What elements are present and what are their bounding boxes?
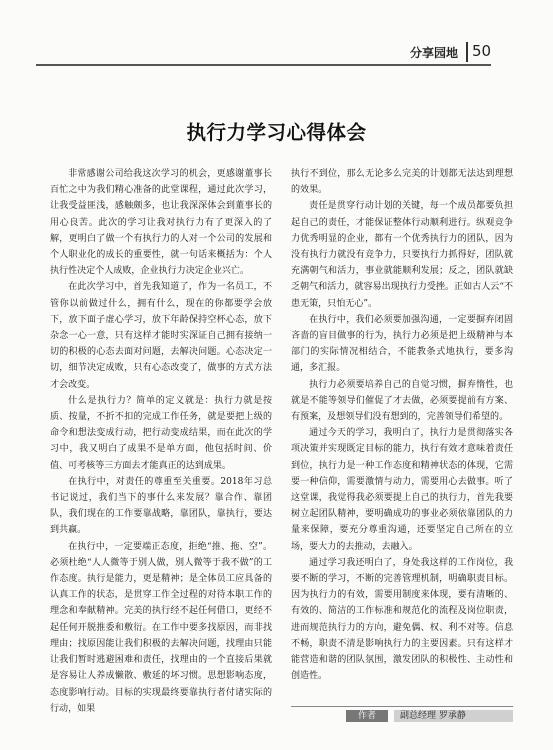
header-rule — [36, 64, 491, 66]
paragraph-continued: 执行不到位，那么无论多么完美的计划都无法达到理想的效果。 — [291, 169, 513, 196]
paragraph: 责任是贯穿行动计划的关键，每一个成员都要负担起自己的责任，才能保证整体行动顺利进行。纵观竞争力优秀明显的企业，都有一个优秀执行力的团队，因为没有执行力就没有竞争力，只要执行力抓得好，团队就充满朝气和活力，事业就能顺利发展；反之，团队就缺乏朝气和活力，就容易出现执行力受挫。正如古人云“不患无策，只怕无心”。 — [291, 201, 513, 309]
paragraph: 在此次学习中，首先我知道了，作为一名员工，不管你以前做过什么，拥有什么，现在的你都要学会放下，放下面子虚心学习，放下年龄保持空杯心态，放下杂念一心一意，只有这样才能时实深证自己拥有接纳一切的积极的心态去面对问题，去解决问题。心态决定一切，细节决定成败，只有心态改变了，做事的方式方法才会改变。 — [50, 282, 272, 390]
section-label: 分享园地 — [410, 46, 459, 60]
paragraph: 什么是执行力？简单的定义就是：执行力就是按质、按量，不折不扣的完成工作任务，就是要把上级的命令和想法变成行动，把行动变成结果，而在此次的学习中，我又明白了成果不是单方面，他包括时间、价值、可考核等三方面去才能真正的达到成果。 — [50, 395, 272, 471]
paragraph: 通过今天的学习，我明白了，执行力是贯彻落实各项决策并实现既定目标的能力，执行有效才意味着责任到位，执行力是一种工作态度和精神状态的体现，它需要一种信仰，需要激情与动力，需要用心去做事。听了这堂课，我觉得我必须要提上自己的执行力，首先我要树立起团队精神，要明确成功的事业必须依靠团队的力量来保障，要充分尊重沟通，还要坚定自己所在的立场，要大力的去推动，去融入。 — [291, 428, 513, 552]
page-number: 50 — [472, 42, 492, 60]
byline-author: 副总经理 罗承静 — [394, 710, 513, 722]
paragraph: 通过学习我还明白了，身处我这样的工作岗位，我要不断的学习，不断的完善管理机制，明确职责目标。因为执行力的有效，需要用制度来体现，要有清晰的、有效的、简洁的工作标准和规范化的流程及岗位职责，进而规范执行力的方向，避免偶、权、利不对等。信息不畅，职责不清是影响执行力的主要因素。只有这样才能营造和谐的团队氛围，激发团队的积极性、主动性和创造性。 — [291, 557, 513, 682]
paragraph: 在执行中，一定要端正态度，拒绝“推、拖、空”。必须杜绝“人人微等于别人做，别人微等于我不做”的工作态度。执行是能力，更是精神；是全体员工应具备的认真工作的状态，是贯穿工作全过程的对待本职工作的理念和奉献精神。完美的执行经不起任何借口，更经不起任何开脱推委和敷衍。在工作中要多找原因，而非找理由；找原因能让我们积极的去解决问题，找理由只能让我们暂时逃避困难和责任，找理由的一个直接后果就是容易让人养成懒散、敷延的坏习惯。思想影响态度，态度影响行动。目标的实现最终要靠执行者付诸实际的行动，如果 — [50, 541, 272, 714]
paragraph: 在执行中，对责任的尊重至关重要。2018年习总书记说过，我们当下的事什么来发展？靠合作、靠团队，我们现在的工作要靠战略，靠团队，靠执行，要达到共赢。 — [50, 476, 272, 536]
byline-label: 作者 — [346, 710, 388, 722]
paragraph: 执行力必须要培养自己的自觉习惯，摒弃惰性，也就是不能等领导们催促了才去做，必须要提前有方案、有预案，及想领导们没有想到的，完善领导们希望的。 — [291, 379, 513, 423]
page-number-divider — [466, 42, 468, 62]
paragraph: 非常感谢公司给我这次学习的机会，更感谢董事长百忙之中为我们精心准备的此堂课程，通过此次学习，让我受益匪浅，感触颇多，也让我深深体会到董事长的用心良苦。此次的学习让我对执行力有了更深入的了解，更明白了做一个有执行力的人对一个公司的发展和个人职业化的成长的重要性，就一句话来概括为：个人执行性决定个人成败，企业执行力决定企业兴亡。 — [50, 169, 272, 277]
left-column — [50, 166, 272, 717]
byline — [291, 706, 513, 723]
paragraph: 在执行中，我们必须要加强沟通，一定要摒弃闭固吝啬的盲目做事的行为，执行力必须是把上级精神与本部门的实际情况相结合，不能教条式地执行，要多沟通，多汇报。 — [291, 314, 513, 374]
right-column — [291, 166, 513, 685]
article-title: 执行力学习心得体会 — [186, 121, 367, 144]
